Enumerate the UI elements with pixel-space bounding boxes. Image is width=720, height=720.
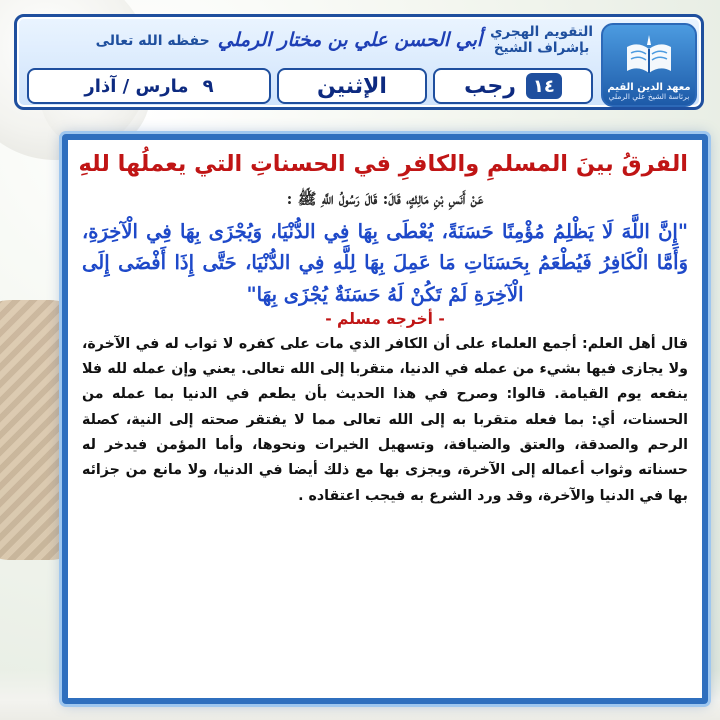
article-title: الفرقُ بينَ المسلمِ والكافرِ في الحسناتِ التي يعملُها للهِ: [78, 151, 688, 177]
weekday: [277, 68, 427, 104]
book-icon: [621, 31, 677, 77]
gregorian-month: مارس / آذار: [84, 75, 189, 97]
logo-subtitle: برئاسة الشيخ علي الرملي: [608, 91, 690, 101]
narration-chain: عَنْ أَنَسِ بْنِ مَالِكٍ، قَالَ: قَالَ رَسُولُ اللَّهِ ﷺ :: [286, 189, 484, 209]
calendar-label-block: [490, 25, 593, 56]
sheikh-name: أبي الحسن علي بن مختار الرملي: [217, 29, 483, 51]
header-title-line: [27, 25, 593, 59]
gregorian-date: [27, 68, 271, 104]
date-row: [27, 67, 593, 105]
calendar-header: [14, 14, 704, 110]
institute-logo: [601, 23, 697, 107]
gregorian-day: ٩: [202, 75, 214, 97]
honorific: حفظه الله تعالى: [95, 33, 210, 49]
logo-name: معهد الدين القيم: [607, 81, 691, 93]
hijri-day: ١٤: [526, 73, 562, 99]
hadith-card: [62, 134, 708, 704]
hijri-date: [433, 68, 593, 104]
calendar-label: التقويم الهجري: [490, 24, 593, 40]
hadith-text: "إِنَّ اللَّهَ لَا يَظْلِمُ مُؤْمِنًا حَسَنَةً، يُعْطَى بِهَا فِي الدُّنْيَا، وَيُجْزَى بِهَا فِي الْآخِرَةِ، وَأَمَّا الْكَافِرُ فَيُطْعَمُ بِحَسَنَاتِ مَا عَمِلَ بِهَا لِلَّهِ فِي الدُّنْيَا، حَتَّى إِذَا أَفْضَى إِلَى الْآخِرَةِ لَمْ تَكُنْ لَهُ حَسَنَةٌ يُجْزَى بِهَا": [82, 220, 688, 306]
weekday-label: الإثنين: [317, 73, 387, 99]
scholar-commentary: قال أهل العلم: أجمع العلماء على أن الكافر الذي مات على كفره لا ثواب له في الآخرة، ولا يجازى فيها بشيء من عمله في الدنيا، متقربا إلى الله تعالى. يعني وإن عمله لله فلا ينفعه يوم القيامة. قالوا: وصرح في هذا الحديث بأن يطعم في الدنيا بما عمله من الحسنات، أي: بما فعله متقربا به إلى الله تعالى مما لا يفتقر صحته إلى النية، كصلة الرحم والصدقة، والعتق والضيافة، وتسهيل الخيرات ونحوها، وأما المؤمن فيدخر له حسناته وثواب أعماله إلى الآخرة، ويجزى بها مع ذلك أيضا في الدنيا، ولا مانع من جزائه بها في الدنيا والآخرة، وقد ورد الشرع به فيجب اعتقاده .: [82, 335, 688, 504]
hijri-month: رجب: [464, 73, 516, 99]
hadith-source: - أخرجه مسلم -: [325, 309, 445, 328]
supervision-label: بإشراف الشيخ: [493, 39, 590, 56]
